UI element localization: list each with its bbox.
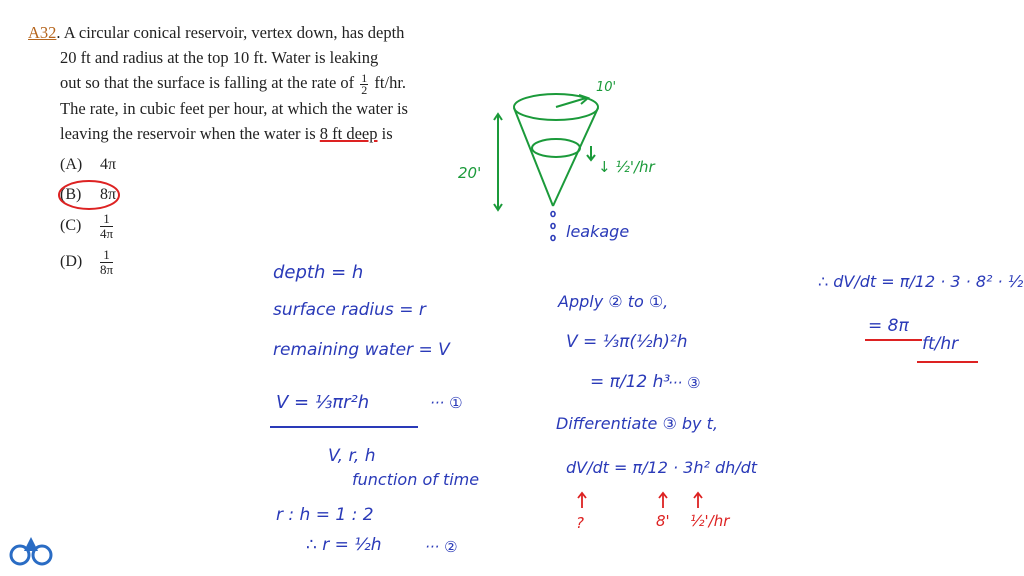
note-simplified-volume: = π/12 h³ xyxy=(590,372,671,392)
note-surface-radius: surface radius = r xyxy=(273,300,426,320)
note-variables: V, r, h xyxy=(328,446,376,466)
note-final-computation: ∴ dV/dt = π/12 · 3 · 8² · ½ xyxy=(818,272,1024,291)
note-r-in-h: ∴ r = ½h xyxy=(306,535,382,555)
note-volume-formula: V = ⅓πr²h xyxy=(276,392,370,413)
note-eq2-tag: ··· ② xyxy=(425,538,458,556)
note-unknown-mark: ? xyxy=(576,514,584,532)
question-line-3: out so that the surface is falling at the rate of $\frac{1}{2}$ ft/hr. xyxy=(60,70,407,97)
note-differentiate: Differentiate ③ by t, xyxy=(556,414,718,433)
rate-fraction: $\frac{1}{2}$ xyxy=(361,70,368,97)
note-depth: depth = h xyxy=(273,262,364,283)
note-eq1-tag: ··· ① xyxy=(430,394,463,412)
question-line-1: A32. A circular conical reservoir, vertex down, has depth xyxy=(28,23,405,42)
note-ratio: r : h = 1 : 2 xyxy=(276,505,374,525)
note-rate-mark: ½'/hr xyxy=(690,512,730,530)
question-line-2: 20 ft and radius at the top 10 ft. Water is leaking xyxy=(60,48,379,67)
choice-a[interactable]: (A) 4π xyxy=(60,156,117,173)
choice-d[interactable]: (D) $\frac{1}{8\pi}$ xyxy=(60,247,114,277)
note-final-unit: ft/hr xyxy=(922,334,959,354)
logo-icon xyxy=(8,533,56,569)
note-derivative: dV/dt = π/12 · 3h² dh/dt xyxy=(566,458,758,477)
derivative-arrows xyxy=(578,493,702,508)
rate-label: ↓ ½'/hr xyxy=(598,158,655,176)
depth-highlight: 8 ft deep xyxy=(319,123,378,143)
leakage-label: leakage xyxy=(566,222,630,241)
note-final-answer: = 8π xyxy=(868,316,909,336)
note-apply: Apply ② to ①, xyxy=(558,292,669,311)
leak-drops xyxy=(551,212,555,241)
question-number: A32 xyxy=(28,23,57,42)
note-remaining-water: remaining water = V xyxy=(273,340,450,360)
note-depth-mark: 8' xyxy=(656,512,670,530)
note-eq3-tag: ··· ③ xyxy=(668,374,701,392)
note-function-of-time: function of time xyxy=(352,470,480,489)
choice-c[interactable]: (C) $\frac{1}{4\pi}$ xyxy=(60,211,114,241)
note-substituted-volume: V = ⅓π(½h)²h xyxy=(566,332,688,352)
question-line-5: leaving the reservoir when the water is 8 ft deep is xyxy=(60,123,393,143)
choice-b[interactable]: (B) 8π xyxy=(60,186,117,203)
depth-label: 20' xyxy=(458,164,482,182)
question-line-4: The rate, in cubic feet per hour, at which the water is xyxy=(60,98,408,118)
selected-answer-circle xyxy=(59,181,119,209)
top-radius-label: 10' xyxy=(596,80,617,95)
cone-diagram xyxy=(494,94,598,210)
